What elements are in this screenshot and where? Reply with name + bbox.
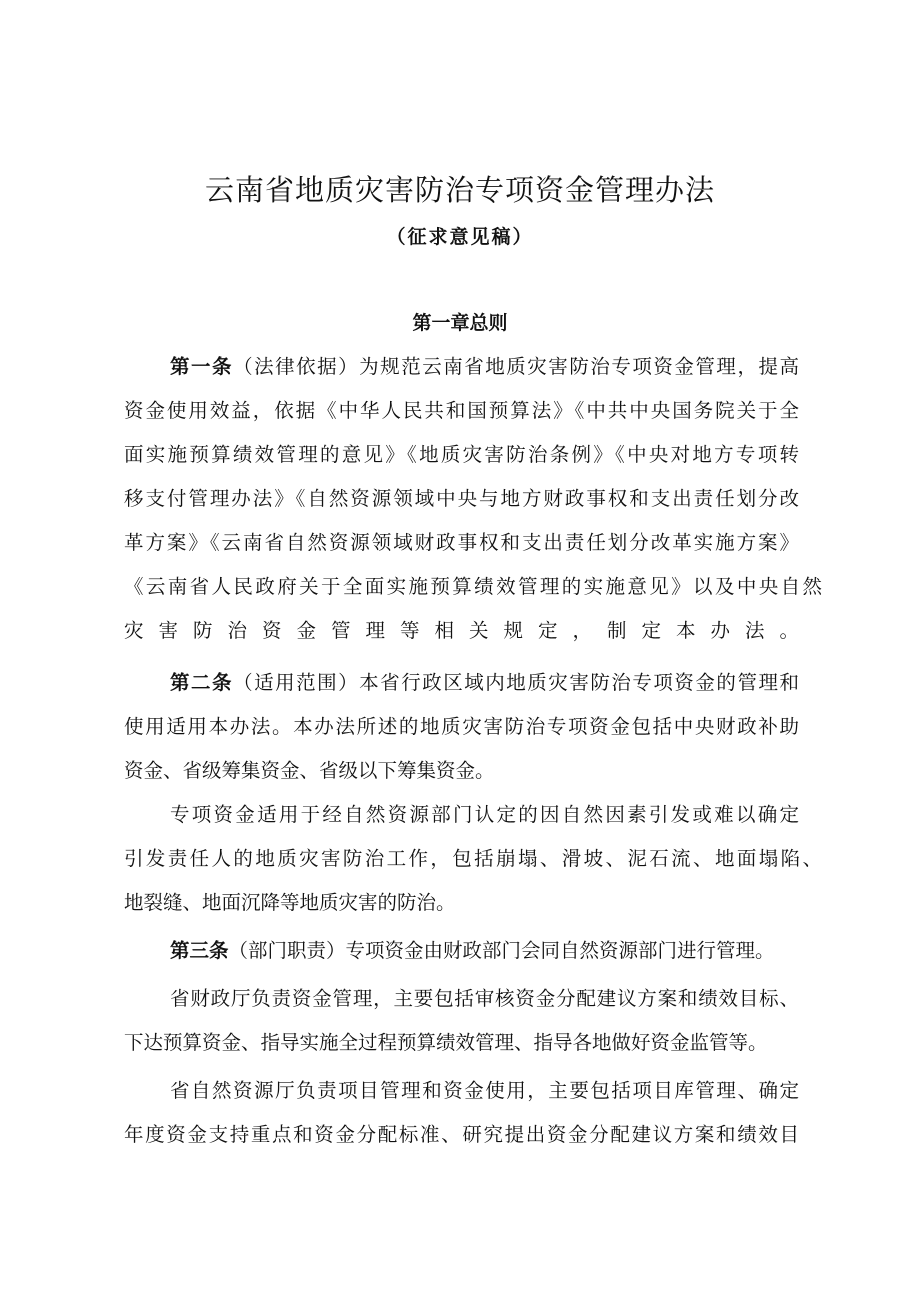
resources-line-2: 年度资金支持重点和资金分配标准、研究提出资金分配建议方案和绩效目 <box>124 1123 799 1146</box>
article-1-line-4: 移支付管理办法》《自然资源领域中央与地方财政事权和支出责任划分改 <box>124 487 799 510</box>
article-1-text: （法律依据）为规范云南省地质灾害防治专项资金管理，提高 <box>233 355 799 378</box>
article-2-line-3: 资金、省级筹集资金、省级以下筹集资金。 <box>124 759 495 782</box>
finance-line-2: 下达预算资金、指导实施全过程预算绩效管理、指导各地做好资金监管等。 <box>124 1031 768 1054</box>
article-3-label: 第三条 <box>170 939 229 962</box>
article-2-text: （适用范围）本省行政区域内地质灾害防治专项资金的管理和 <box>233 671 799 694</box>
finance-line-1: 省财政厅负责资金管理，主要包括审核资金分配建议方案和绩效目标、 <box>170 987 799 1010</box>
scope-line-3: 地裂缝、地面沉降等地质灾害的防治。 <box>124 891 456 914</box>
article-2-line-1 <box>170 668 799 698</box>
article-2-label: 第二条 <box>170 671 234 694</box>
article-1-line-3: 面实施预算绩效管理的意见》《地质灾害防治条例》《中央对地方专项转 <box>124 443 799 466</box>
scope-line-1: 专项资金适用于经自然资源部门认定的因自然因素引发或难以确定 <box>170 803 799 826</box>
chapter-heading: 第一章总则 <box>412 312 508 334</box>
article-1-line-5: 革方案》《云南省自然资源领域财政事权和支出责任划分改革实施方案》 <box>124 531 799 554</box>
article-1-line-6: 《云南省人民政府关于全面实施预算绩效管理的实施意见》以及中央自然 <box>124 575 822 598</box>
resources-line-1: 省自然资源厅负责项目管理和资金使用，主要包括项目库管理、确定 <box>170 1079 799 1102</box>
scope-line-2: 引发责任人的地质灾害防治工作，包括崩塌、滑坡、泥石流、地面塌陷、 <box>124 847 822 870</box>
article-1-line-1 <box>170 352 799 382</box>
article-2-line-2: 使用适用本办法。本办法所述的地质灾害防治专项资金包括中央财政补助 <box>124 715 799 738</box>
article-1-line-2: 资金使用效益，依据《中华人民共和国预算法》《中共中央国务院关于全 <box>124 399 799 422</box>
document-subtitle: （征求意见稿） <box>386 226 534 248</box>
article-3-line-1 <box>170 936 799 966</box>
article-1-label: 第一条 <box>170 355 234 378</box>
article-1-line-7: 灾害防治资金管理等相关规定，制定本办法。 <box>124 619 799 642</box>
article-3-text: （部门职责）专项资金由财政部门会同自然资源部门进行管理。 <box>228 939 775 962</box>
document-title: 云南省地质灾害防治专项资金管理办法 <box>204 173 715 207</box>
